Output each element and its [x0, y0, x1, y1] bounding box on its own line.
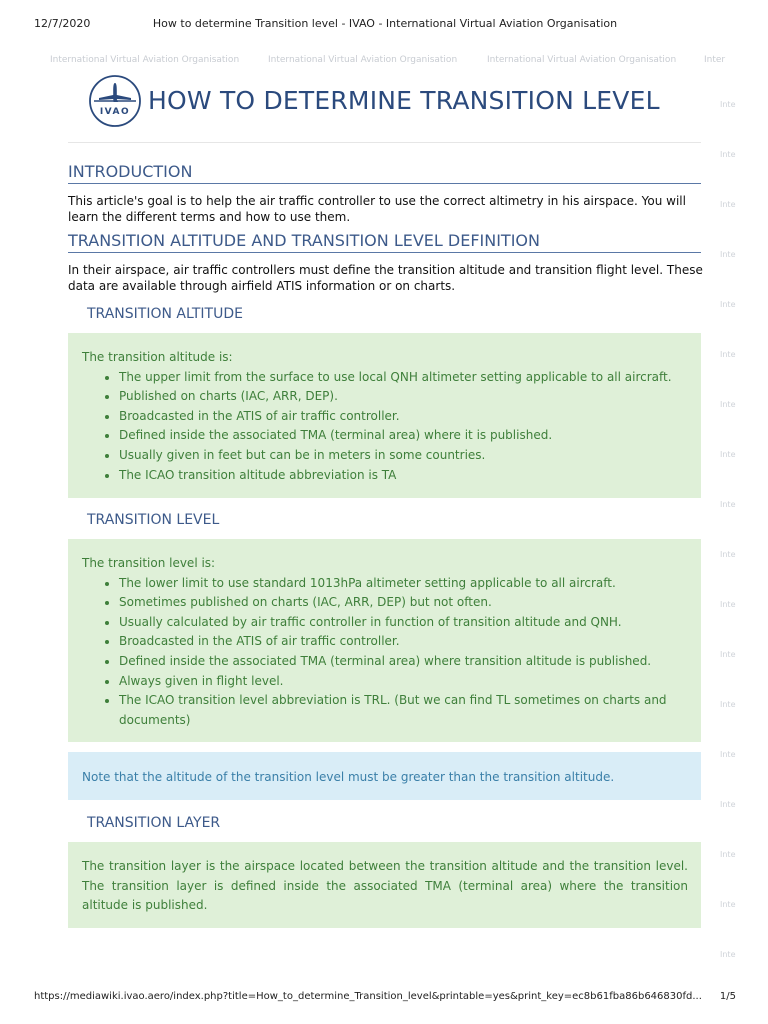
watermark-text: Inte [720, 850, 736, 859]
watermark-text: Inte [720, 300, 736, 309]
transition-layer-box [68, 842, 701, 928]
section-heading-introduction: INTRODUCTION [68, 162, 701, 184]
list-item: • Usually calculated by air traffic controller in function of transition altitude and QNH. [119, 613, 691, 633]
page-title: HOW TO DETERMINE TRANSITION LEVEL [148, 86, 660, 115]
list-item: • Sometimes published on charts (IAC, ARR, DEP) but not often. [119, 593, 691, 613]
transition-altitude-list [119, 368, 691, 486]
watermark-text: Inte [720, 550, 736, 559]
watermark-text: International Virtual Aviation Organisation [50, 55, 240, 65]
print-header [34, 17, 736, 33]
watermark-text: Inte [720, 750, 736, 759]
watermark-text: Inte [720, 350, 736, 359]
subheading-transition-altitude: TRANSITION ALTITUDE [87, 306, 243, 322]
subheading-transition-layer: TRANSITION LAYER [87, 815, 221, 831]
section-heading-definition: TRANSITION ALTITUDE AND TRANSITION LEVEL DEFINITION [68, 231, 701, 253]
watermark-text: Inte [720, 200, 736, 209]
ivao-logo-icon [88, 74, 142, 128]
list-item: • The ICAO transition level abbreviation is TRL. (But we can find TL sometimes on charts and documents) [119, 691, 691, 730]
list-item: • Broadcasted in the ATIS of air traffic controller. [119, 407, 691, 427]
watermark-column [720, 100, 760, 970]
definition-text: In their airspace, air traffic controllers must define the transition altitude and transition flight level. These data are available through airfield ATIS information or on charts. [68, 263, 703, 293]
list-item: • Always given in flight level. [119, 672, 691, 692]
list-item: • The upper limit from the surface to use local QNH altimeter setting applicable to all aircraft. [119, 368, 691, 388]
watermark-text: Inte [720, 500, 736, 509]
introduction-text: This article's goal is to help the air traffic controller to use the correct altimetry in his airspace. You will learn the different terms and how to use them. [68, 194, 686, 224]
watermark-text: Inte [720, 600, 736, 609]
print-footer [34, 991, 736, 1007]
list-item: • Defined inside the associated TMA (terminal area) where it is published. [119, 426, 691, 446]
watermark-text: International Virtual Aviation Organisation [268, 55, 458, 65]
watermark-text: Inte [720, 250, 736, 259]
transition-altitude-box [68, 333, 701, 498]
watermark-text: Inte [720, 900, 736, 909]
transition-layer-text: The transition layer is the airspace located between the transition altitude and the transition level. The transition layer is defined inside the associated TMA (terminal area) where the transition altitude is published. [82, 859, 688, 913]
watermark-text: Inte [720, 700, 736, 709]
list-item: • Defined inside the associated TMA (terminal area) where transition altitude is published. [119, 652, 691, 672]
transition-level-box [68, 539, 701, 742]
list-item: • Published on charts (IAC, ARR, DEP). [119, 387, 691, 407]
watermark-text: Inte [720, 150, 736, 159]
watermark-text: International Virtual Aviation Organisation [487, 55, 677, 65]
print-url: https://mediawiki.ivao.aero/index.php?title=How_to_determine_Transition_level&printable=yes&print_key=ec8b61fba86b646830fd... [34, 991, 702, 1002]
transition-level-lead: The transition level is: [82, 556, 216, 570]
list-item: • Broadcasted in the ATIS of air traffic controller. [119, 632, 691, 652]
watermark-text: Inte [720, 650, 736, 659]
list-item: • Usually given in feet but can be in meters in some countries. [119, 446, 691, 466]
watermark-text: Inte [720, 100, 736, 109]
subheading-transition-level: TRANSITION LEVEL [87, 512, 220, 528]
watermark-row [50, 55, 750, 69]
watermark-text: Inte [720, 400, 736, 409]
logo-wordmark: IVAO [99, 107, 131, 117]
note-text: Note that the altitude of the transition level must be greater than the transition altitude. [82, 770, 615, 784]
transition-altitude-lead: The transition altitude is: [82, 350, 233, 364]
note-box [68, 752, 701, 800]
watermark-text: Inter [704, 55, 726, 65]
print-date: 12/7/2020 [34, 17, 91, 30]
watermark-text: Inte [720, 950, 736, 959]
list-item: • The ICAO transition altitude abbreviation is TA [119, 466, 691, 486]
title-divider [68, 142, 701, 143]
watermark-text: Inte [720, 450, 736, 459]
watermark-text: Inte [720, 800, 736, 809]
print-page-title: How to determine Transition level - IVAO - International Virtual Aviation Organisation [152, 17, 618, 30]
page-number: 1/5 [719, 991, 736, 1002]
list-item: • The lower limit to use standard 1013hPa altimeter setting applicable to all aircraft. [119, 574, 691, 594]
transition-level-list [119, 574, 691, 731]
